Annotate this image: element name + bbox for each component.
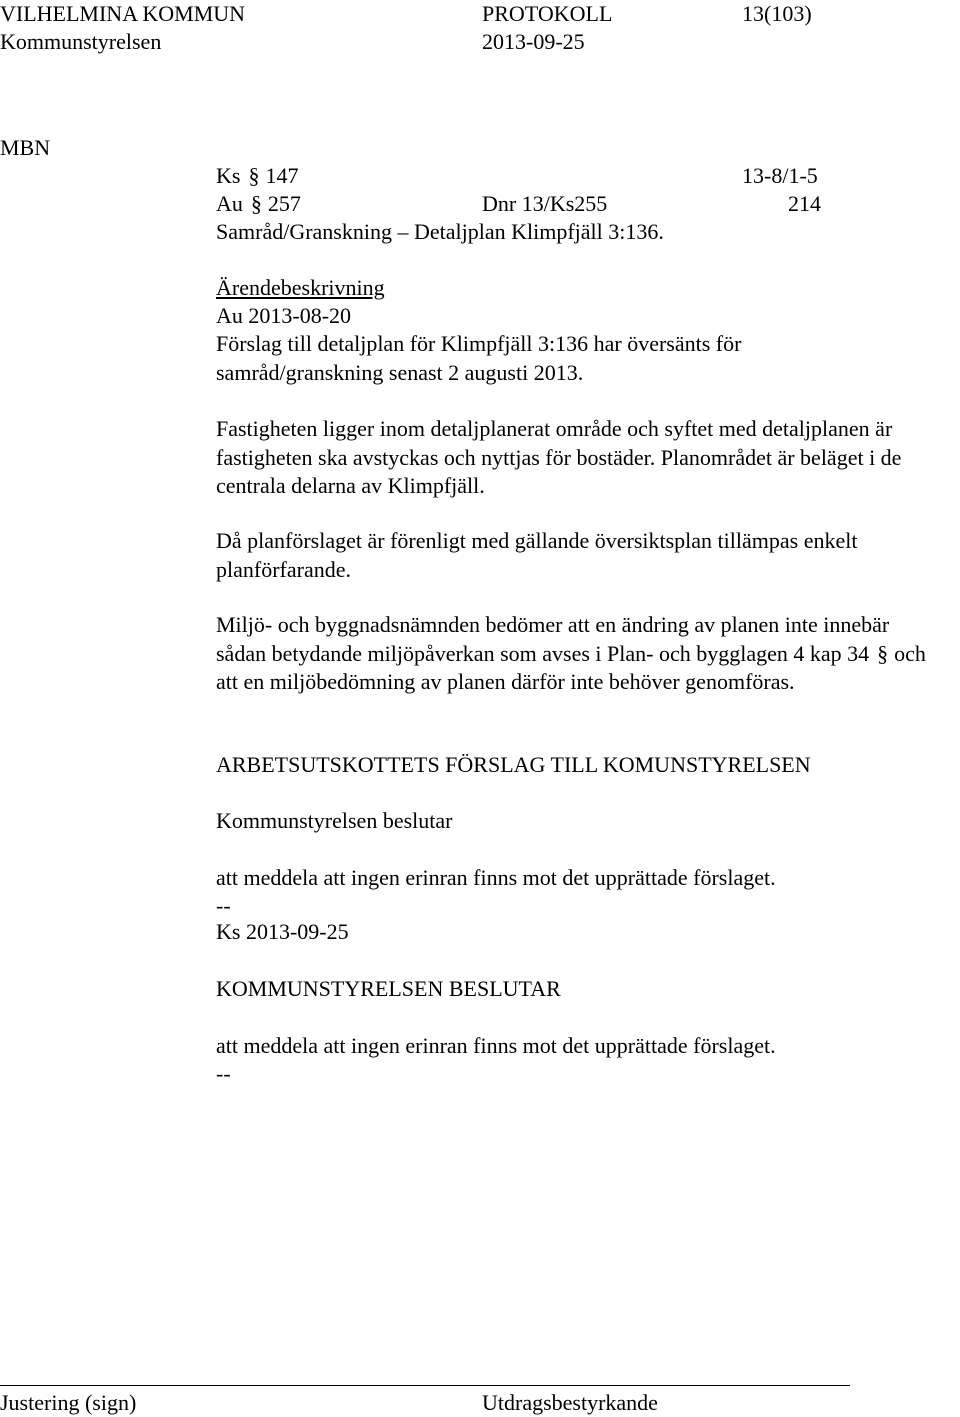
ks-reference	[216, 162, 298, 190]
meeting-date: 2013-09-25	[482, 29, 585, 54]
municipality-name: VILHELMINA KOMMUN	[0, 1, 246, 26]
signature-line	[0, 1385, 850, 1386]
section-symbol: §	[250, 191, 262, 216]
dnr-number: Dnr 13/Ks255	[482, 191, 608, 216]
ks-number: 147	[265, 163, 299, 188]
description-paragraph-3	[216, 527, 936, 584]
section-symbol: §	[877, 640, 889, 666]
utdrag-label: Utdragsbestyrkande	[482, 1390, 658, 1415]
paragraph-text-part: och att en miljöbedömning av planen därför inte behöver genomföras.	[216, 640, 926, 694]
proposal-intro: Kommunstyrelsen beslutar	[216, 808, 453, 833]
justering-label: Justering (sign)	[0, 1390, 137, 1415]
proposal-heading: ARBETSUTSKOTTETS FÖRSLAG TILL KOMUNSTYRELSEN	[216, 752, 811, 777]
committee-name: Kommunstyrelsen	[0, 29, 162, 54]
ks-date: Ks 2013-09-25	[216, 919, 349, 944]
decision-heading: KOMMUNSTYRELSEN BESLUTAR	[216, 976, 561, 1001]
proposal-decision: att meddela att ingen erinran finns mot det upprättade förslaget.	[216, 865, 776, 890]
paragraph-text: Fastigheten ligger inom detaljplanerat område och syftet med detaljplanen är fastigheten ska avstyckas och nyttjas för bostäder. Planområdet är beläget i de centrala delarna av Klimpfjäll.	[216, 416, 902, 498]
separator: --	[216, 1061, 231, 1086]
page-number: 13(103)	[742, 1, 812, 26]
decision-text: att meddela att ingen erinran finns mot det upprättade förslaget.	[216, 1033, 776, 1058]
paragraph-text	[216, 611, 931, 697]
description-paragraph-4	[216, 611, 931, 697]
description-paragraph-2	[216, 415, 946, 501]
paragraph-text: Förslag till detaljplan för Klimpfjäll 3:136 har översänts för samråd/granskning senast 2 augusti 2013.	[216, 331, 742, 385]
au-label: Au	[216, 191, 243, 216]
ks-label: Ks	[216, 163, 241, 188]
separator: --	[216, 893, 231, 918]
dnr-code: 214	[788, 191, 821, 216]
description-heading: Ärendebeskrivning	[216, 275, 385, 300]
au-number: 257	[267, 191, 301, 216]
document-type: PROTOKOLL	[482, 1, 613, 26]
description-paragraph-1	[216, 330, 836, 387]
au-date: Au 2013-08-20	[216, 303, 352, 328]
paragraph-text: Då planförslaget är förenligt med gällande översiktsplan tillämpas enkelt planförfarande.	[216, 528, 858, 582]
au-reference	[216, 190, 301, 218]
paragraph-text-part: Miljö- och byggnadsnämnden bedömer att en ändring av planen inte innebär sådan betydande miljöpåverkan som avses i Plan- och bygglagen 4 kap 34	[216, 612, 890, 666]
case-title: Samråd/Granskning – Detaljplan Klimpfjäll 3:136.	[216, 219, 664, 244]
department-label: MBN	[0, 135, 51, 160]
section-symbol: §	[248, 163, 260, 188]
ks-case-code: 13-8/1-5	[742, 163, 818, 188]
